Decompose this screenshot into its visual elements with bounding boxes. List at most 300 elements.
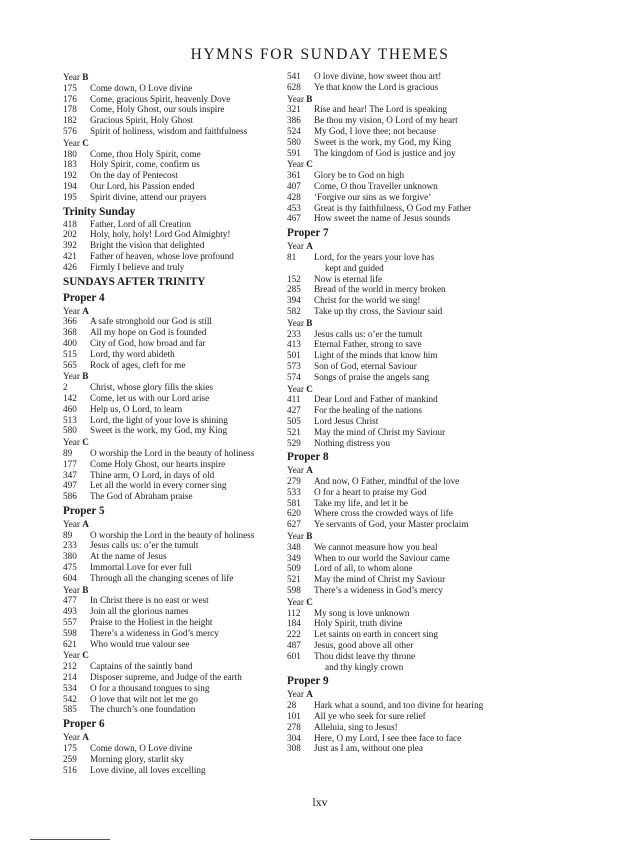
hymn-title: Love divine, all loves excelling bbox=[90, 764, 206, 775]
hymn-number: 279 bbox=[287, 476, 301, 487]
hymn-entry bbox=[63, 530, 278, 541]
year-letter: B bbox=[82, 72, 89, 82]
hymn-entry bbox=[63, 595, 278, 606]
hymn-number: 585 bbox=[63, 704, 77, 715]
hymn-title: How sweet the name of Jesus sounds bbox=[314, 213, 451, 224]
hymn-title: ‘Forgive our sins as we forgive’ bbox=[314, 191, 432, 202]
year-word: Year bbox=[287, 531, 304, 542]
hymn-number: 411 bbox=[287, 394, 301, 405]
hymn-number: 580 bbox=[63, 425, 77, 436]
hymn-title: Sweet is the work, my God, my King bbox=[314, 136, 452, 147]
hymn-title: Praise to the Holiest in the height bbox=[90, 617, 213, 628]
hymn-entry bbox=[287, 618, 537, 629]
hymn-title: Holy, holy, holy! Lord God Almighty! bbox=[90, 229, 231, 240]
hymn-entry bbox=[63, 743, 278, 754]
proper-heading: Proper 8 bbox=[287, 451, 329, 464]
hymn-title: The church’s one foundation bbox=[90, 704, 196, 715]
year-label bbox=[287, 94, 537, 105]
year-label bbox=[63, 732, 278, 743]
hymn-entry bbox=[287, 629, 537, 640]
hymn-entry bbox=[287, 640, 537, 651]
hymn-title: Lord of all, to whom alone bbox=[314, 563, 413, 574]
proper-heading: Proper 9 bbox=[287, 675, 329, 688]
hymn-entry bbox=[63, 338, 278, 349]
hymn-title: Let all the world in every corner sing bbox=[90, 480, 227, 491]
hymn-title: Bright the vision that delighted bbox=[90, 240, 205, 251]
hymn-number: 304 bbox=[287, 732, 301, 743]
hymn-entry bbox=[287, 203, 537, 214]
hymn-title: O worship the Lord in the beauty of holiness bbox=[90, 529, 255, 540]
hymn-number: 477 bbox=[63, 595, 77, 606]
hymn-number: 192 bbox=[63, 170, 77, 181]
hymn-title: Take up thy cross, the Saviour said bbox=[314, 305, 443, 316]
hymn-title: Just as I am, without one plea bbox=[314, 743, 423, 754]
hymn-entry bbox=[287, 104, 537, 115]
hymn-entry bbox=[287, 700, 537, 711]
hymn-entry bbox=[287, 181, 537, 192]
hymn-entry bbox=[63, 229, 278, 240]
hymn-entry bbox=[287, 126, 537, 137]
hymn-title: Light of the minds that know him bbox=[314, 350, 438, 361]
hymn-entry bbox=[287, 574, 537, 585]
year-word: Year bbox=[287, 241, 304, 252]
year-letter: C bbox=[82, 137, 89, 148]
hymn-title: Come Holy Ghost, our hearts inspire bbox=[90, 458, 226, 469]
hymn-entry bbox=[63, 126, 278, 137]
hymn-entry bbox=[287, 722, 537, 733]
footer-rule bbox=[30, 839, 110, 840]
hymn-entry bbox=[287, 71, 537, 82]
hymn-title: The God of Abraham praise bbox=[90, 491, 193, 502]
hymn-title: Eternal Father, strong to save bbox=[314, 339, 422, 350]
hymn-entry bbox=[63, 181, 278, 192]
year-letter: B bbox=[306, 93, 313, 104]
year-letter: C bbox=[306, 383, 313, 394]
year-word: Year bbox=[63, 518, 80, 529]
hymn-number: 285 bbox=[287, 284, 301, 295]
hymn-number: 101 bbox=[287, 711, 301, 722]
hymn-number: 142 bbox=[63, 392, 77, 403]
hymn-title: Spirit of holiness, wisdom and faithfulness bbox=[90, 125, 248, 136]
hymn-title: Songs of praise the angels sang bbox=[314, 371, 430, 382]
year-label bbox=[287, 597, 537, 608]
hymn-number: 521 bbox=[287, 574, 301, 585]
year-letter: C bbox=[306, 159, 313, 170]
hymn-entry bbox=[287, 416, 537, 427]
proper-heading: Proper 6 bbox=[63, 718, 105, 731]
hymn-title: Immortal Love for ever full bbox=[90, 562, 192, 573]
hymn-title: My God, I love thee; not because bbox=[314, 125, 437, 136]
hymn-entry bbox=[63, 240, 278, 251]
hymn-title: Father, Lord of all Creation bbox=[90, 218, 191, 229]
year-label bbox=[63, 72, 278, 83]
hymn-entry bbox=[287, 361, 537, 372]
hymn-number: 591 bbox=[287, 147, 301, 158]
hymn-title: O love that wilt not let me go bbox=[90, 693, 198, 704]
hymn-entry bbox=[63, 159, 278, 170]
hymn-number: 392 bbox=[63, 240, 77, 251]
year-word: Year bbox=[287, 159, 304, 170]
hymn-title: Thine arm, O Lord, in days of old bbox=[90, 469, 215, 480]
hymn-entry bbox=[63, 765, 278, 776]
hymn-title: My song is love unknown bbox=[314, 607, 410, 618]
hymn-title: Holy Spirit, truth divine bbox=[314, 618, 403, 629]
hymn-number: 180 bbox=[63, 148, 77, 159]
hymn-title: Gracious Spirit, Holy Ghost bbox=[90, 115, 194, 126]
hymn-title: Alleluia, sing to Jesus! bbox=[314, 721, 398, 732]
hymn-entry bbox=[287, 487, 537, 498]
hymn-entry bbox=[287, 252, 537, 263]
hymn-title: Here, O my Lord, I see thee face to face bbox=[314, 732, 462, 743]
hymn-entry bbox=[63, 573, 278, 584]
hymn-title: Come down, O Love divine bbox=[90, 82, 193, 93]
hymn-entry bbox=[287, 306, 537, 317]
hymn-title: Join all the glorious names bbox=[90, 606, 189, 617]
hymn-title: Jesus calls us: o’er the tumult bbox=[314, 328, 423, 339]
hymn-title: Let saints on earth in concert sing bbox=[314, 629, 438, 640]
year-label bbox=[63, 437, 278, 448]
year-word: Year bbox=[63, 371, 80, 382]
year-word: Year bbox=[63, 305, 80, 316]
hymn-title: Christ for the world we sing! bbox=[314, 295, 421, 306]
hymn-title-continuation: kept and guided bbox=[325, 262, 384, 273]
hymn-number: 321 bbox=[287, 104, 301, 115]
hymn-entry bbox=[63, 540, 278, 551]
hymn-number: 233 bbox=[63, 540, 77, 551]
hymn-title: Come, let us with our Lord arise bbox=[90, 392, 210, 403]
hymn-title: Come down, O Love divine bbox=[90, 743, 193, 754]
hymn-entry bbox=[63, 480, 278, 491]
hymn-title: Take my life, and let it be bbox=[314, 497, 409, 508]
year-word: Year bbox=[63, 650, 80, 661]
hymn-number: 176 bbox=[63, 93, 77, 104]
year-label bbox=[287, 384, 537, 395]
year-word: Year bbox=[287, 383, 304, 394]
hymn-entry bbox=[63, 704, 278, 715]
hymn-title: Where cross the crowded ways of life bbox=[314, 508, 453, 519]
right-column bbox=[287, 71, 537, 754]
hymn-number: 2 bbox=[63, 382, 68, 393]
hymn-entry bbox=[287, 295, 537, 306]
hymn-number: 521 bbox=[287, 426, 301, 437]
hymn-number: 278 bbox=[287, 721, 301, 732]
year-label bbox=[63, 138, 278, 149]
hymn-title: May the mind of Christ my Saviour bbox=[314, 574, 446, 585]
hymn-title: Great is thy faithfulness, O God my Father bbox=[314, 202, 472, 213]
year-letter: C bbox=[82, 650, 89, 661]
hymn-title: Come, gracious Spirit, heavenly Dove bbox=[90, 93, 231, 104]
hymn-number: 586 bbox=[63, 491, 77, 502]
hymn-number: 453 bbox=[287, 202, 301, 213]
hymn-number: 349 bbox=[287, 552, 301, 563]
hymn-title: Jesus calls us: o’er the tumult bbox=[90, 540, 199, 551]
hymn-number: 581 bbox=[287, 497, 301, 508]
hymn-entry bbox=[63, 425, 278, 436]
hymn-number: 394 bbox=[287, 295, 301, 306]
hymn-number: 576 bbox=[63, 125, 77, 136]
year-label bbox=[287, 689, 537, 700]
hymn-number: 308 bbox=[287, 743, 301, 754]
hymn-entry bbox=[287, 651, 537, 662]
year-label bbox=[287, 465, 537, 476]
hymn-number: 175 bbox=[63, 743, 77, 754]
hymn-number: 513 bbox=[63, 414, 77, 425]
hymn-entry bbox=[63, 327, 278, 338]
hymn-number: 533 bbox=[287, 486, 301, 497]
hymn-entry bbox=[287, 519, 537, 530]
hymn-entry bbox=[287, 542, 537, 553]
hymn-title: Spirit divine, attend our prayers bbox=[90, 191, 207, 202]
hymn-title: Come, O thou Traveller unknown bbox=[314, 180, 438, 191]
hymn-entry bbox=[63, 448, 278, 459]
hymn-entry bbox=[287, 438, 537, 449]
hymn-entry bbox=[63, 382, 278, 393]
hymn-number: 177 bbox=[63, 458, 77, 469]
hymn-number: 628 bbox=[287, 81, 301, 92]
hymn-number: 557 bbox=[63, 617, 77, 628]
hymn-number: 460 bbox=[63, 403, 77, 414]
hymn-number: 214 bbox=[63, 672, 77, 683]
hymn-title: We cannot measure how you heal bbox=[314, 541, 438, 552]
hymn-title: Sweet is the work, my God, my King bbox=[90, 425, 228, 436]
hymn-entry bbox=[63, 672, 278, 683]
year-letter: B bbox=[82, 371, 89, 382]
hymn-title: Dear Lord and Father of mankind bbox=[314, 394, 438, 405]
year-letter: A bbox=[306, 465, 313, 476]
hymn-number: 89 bbox=[63, 529, 73, 540]
hymn-entry bbox=[63, 104, 278, 115]
hymn-title: Ye that know the Lord is gracious bbox=[314, 81, 439, 92]
hymn-entry bbox=[287, 170, 537, 181]
hymn-number: 152 bbox=[287, 273, 301, 284]
hymn-number: 580 bbox=[287, 136, 301, 147]
section-heading: SUNDAYS AFTER TRINITY bbox=[63, 275, 206, 288]
hymn-entry bbox=[63, 393, 278, 404]
hymn-number: 418 bbox=[63, 218, 77, 229]
hymn-title: O for a thousand tongues to sing bbox=[90, 682, 210, 693]
hymn-entry bbox=[63, 551, 278, 562]
hymn-title: O love divine, how sweet thou art! bbox=[314, 71, 442, 81]
hymn-number: 475 bbox=[63, 562, 77, 573]
year-letter: A bbox=[82, 518, 89, 529]
hymn-entry bbox=[63, 262, 278, 273]
hymn-entry bbox=[287, 350, 537, 361]
hymn-entry bbox=[287, 743, 537, 754]
hymn-number: 184 bbox=[287, 618, 301, 629]
year-label bbox=[287, 241, 537, 252]
hymn-entry bbox=[287, 82, 537, 93]
hymn-entry bbox=[63, 628, 278, 639]
hymn-title: Who would true valour see bbox=[90, 638, 190, 649]
year-label bbox=[63, 585, 278, 596]
hymn-entry bbox=[63, 617, 278, 628]
hymn-number: 467 bbox=[287, 213, 301, 224]
hymn-entry bbox=[287, 339, 537, 350]
year-label bbox=[63, 371, 278, 382]
hymn-title: Lord, the light of your love is shining bbox=[90, 414, 228, 425]
left-column bbox=[63, 71, 278, 775]
hymn-entry bbox=[63, 404, 278, 415]
hymn-number: 582 bbox=[287, 305, 301, 316]
hymn-title: Lord, thy word abideth bbox=[90, 348, 175, 359]
hymn-entry bbox=[287, 711, 537, 722]
hymn-number: 501 bbox=[287, 350, 301, 361]
hymn-entry bbox=[63, 562, 278, 573]
hymn-number: 413 bbox=[287, 339, 301, 350]
hymn-number: 505 bbox=[287, 415, 301, 426]
hymn-title: The kingdom of God is justice and joy bbox=[314, 147, 456, 158]
year-word: Year bbox=[63, 437, 80, 448]
hymn-title: Son of God, eternal Saviour bbox=[314, 360, 417, 371]
year-label bbox=[63, 650, 278, 661]
year-word: Year bbox=[287, 465, 304, 476]
hymn-title: Father of heaven, whose love profound bbox=[90, 250, 234, 261]
year-word: Year bbox=[63, 732, 80, 743]
year-letter: C bbox=[82, 437, 89, 448]
hymn-entry bbox=[287, 192, 537, 203]
hymn-entry bbox=[287, 394, 537, 405]
hymn-title: On the day of Pentecost bbox=[90, 170, 178, 181]
hymn-number: 534 bbox=[63, 682, 77, 693]
hymn-entry bbox=[63, 754, 278, 765]
hymn-number: 601 bbox=[287, 650, 301, 661]
hymn-entry bbox=[287, 115, 537, 126]
hymn-title: Christ, whose glory fills the skies bbox=[90, 382, 214, 393]
hymn-title: Jesus, good above all other bbox=[314, 640, 414, 651]
hymn-title-continuation: and thy kingly crown bbox=[325, 661, 404, 672]
hymn-entry bbox=[287, 213, 537, 224]
page-title: HYMNS FOR SUNDAY THEMES bbox=[190, 46, 450, 63]
section-heading: Trinity Sunday bbox=[63, 205, 136, 218]
year-label bbox=[287, 318, 537, 329]
hymn-number: 259 bbox=[63, 753, 77, 764]
year-letter: A bbox=[82, 305, 89, 316]
hymn-number: 509 bbox=[287, 563, 301, 574]
hymn-entry bbox=[287, 553, 537, 564]
hymn-entry bbox=[287, 148, 537, 159]
hymn-title: Now is eternal life bbox=[314, 273, 383, 284]
hymn-number: 621 bbox=[63, 638, 77, 649]
hymn-number: 347 bbox=[63, 469, 77, 480]
hymn-entry bbox=[287, 329, 537, 340]
hymn-title: In Christ there is no east or west bbox=[90, 595, 209, 606]
year-label bbox=[63, 519, 278, 530]
hymn-entry bbox=[287, 427, 537, 438]
hymn-entry bbox=[63, 316, 278, 327]
hymn-entry bbox=[287, 563, 537, 574]
hymn-title: Help us, O Lord, to learn bbox=[90, 403, 183, 414]
year-word: Year bbox=[63, 584, 80, 595]
hymn-number: 81 bbox=[287, 251, 297, 262]
hymn-number: 183 bbox=[63, 159, 77, 170]
hymn-entry bbox=[63, 83, 278, 94]
hymn-number: 222 bbox=[287, 629, 301, 640]
year-label bbox=[287, 159, 537, 170]
hymn-title: Rock of ages, cleft for me bbox=[90, 359, 186, 370]
hymn-entry bbox=[287, 274, 537, 285]
hymn-entry bbox=[287, 498, 537, 509]
hymn-title: Ye servants of God, your Master proclaim bbox=[314, 519, 469, 530]
proper-heading: Proper 4 bbox=[63, 291, 105, 304]
hymn-number: 620 bbox=[287, 508, 301, 519]
hymn-title: Firmly I believe and truly bbox=[90, 261, 185, 272]
hymn-title: Nothing distress you bbox=[314, 437, 391, 448]
hymn-title: All my hope on God is founded bbox=[90, 327, 207, 338]
hymn-number: 524 bbox=[287, 125, 301, 136]
hymn-title: Lord Jesus Christ bbox=[314, 415, 379, 426]
hymn-entry bbox=[63, 219, 278, 230]
hymn-entry bbox=[63, 192, 278, 203]
hymn-number: 89 bbox=[63, 447, 73, 458]
hymn-entry bbox=[63, 415, 278, 426]
hymn-entry bbox=[63, 491, 278, 502]
year-label bbox=[63, 306, 278, 317]
hymn-entry bbox=[63, 349, 278, 360]
hymn-number: 573 bbox=[287, 360, 301, 371]
hymn-number: 515 bbox=[63, 348, 77, 359]
hymn-entry bbox=[63, 360, 278, 371]
hymn-number: 529 bbox=[287, 437, 301, 448]
hymn-title: Come, Holy Ghost, our souls inspire bbox=[90, 104, 225, 115]
hymn-entry bbox=[287, 508, 537, 519]
hymn-title: And now, O Father, mindful of the love bbox=[314, 476, 460, 487]
year-letter: B bbox=[306, 531, 313, 542]
year-word: Year bbox=[63, 72, 80, 82]
hymn-number: 348 bbox=[287, 541, 301, 552]
hymn-title: Through all the changing scenes of life bbox=[90, 572, 234, 583]
hymn-number: 407 bbox=[287, 180, 301, 191]
page-number: lxv bbox=[312, 795, 328, 809]
year-letter: B bbox=[82, 584, 89, 595]
hymn-entry bbox=[63, 115, 278, 126]
hymn-entry bbox=[287, 733, 537, 744]
hymn-number: 574 bbox=[287, 371, 301, 382]
hymn-number: 233 bbox=[287, 328, 301, 339]
hymn-title: May the mind of Christ my Saviour bbox=[314, 426, 446, 437]
hymn-number: 361 bbox=[287, 170, 301, 181]
hymn-number: 428 bbox=[287, 191, 301, 202]
hymn-title: Thou didst leave thy throne bbox=[314, 650, 416, 661]
hymn-number: 426 bbox=[63, 261, 77, 272]
year-word: Year bbox=[287, 596, 304, 607]
hymn-entry bbox=[287, 585, 537, 596]
hymn-number: 380 bbox=[63, 551, 77, 562]
proper-heading: Proper 7 bbox=[287, 227, 329, 240]
hymn-entry bbox=[63, 639, 278, 650]
hymn-entry bbox=[63, 170, 278, 181]
hymn-number: 175 bbox=[63, 82, 77, 93]
hymn-entry bbox=[287, 608, 537, 619]
hymn-title: For the healing of the nations bbox=[314, 405, 422, 416]
hymn-entry bbox=[63, 661, 278, 672]
hymn-number: 598 bbox=[287, 585, 301, 596]
hymn-number: 497 bbox=[63, 480, 77, 491]
hymn-title: There’s a wideness in God’s mercy bbox=[314, 585, 443, 596]
hymn-title: Disposer supreme, and Judge of the earth bbox=[90, 672, 242, 683]
hymn-number: 516 bbox=[63, 764, 77, 775]
year-letter: B bbox=[306, 317, 313, 328]
hymn-entry bbox=[63, 94, 278, 105]
hymn-number: 400 bbox=[63, 337, 77, 348]
hymn-number: 565 bbox=[63, 359, 77, 370]
hymn-number: 487 bbox=[287, 640, 301, 651]
year-word: Year bbox=[287, 93, 304, 104]
hymn-number: 598 bbox=[63, 627, 77, 638]
hymn-number: 194 bbox=[63, 180, 77, 191]
hymn-entry bbox=[63, 606, 278, 617]
hymn-entry bbox=[287, 137, 537, 148]
hymn-number: 627 bbox=[287, 519, 301, 530]
